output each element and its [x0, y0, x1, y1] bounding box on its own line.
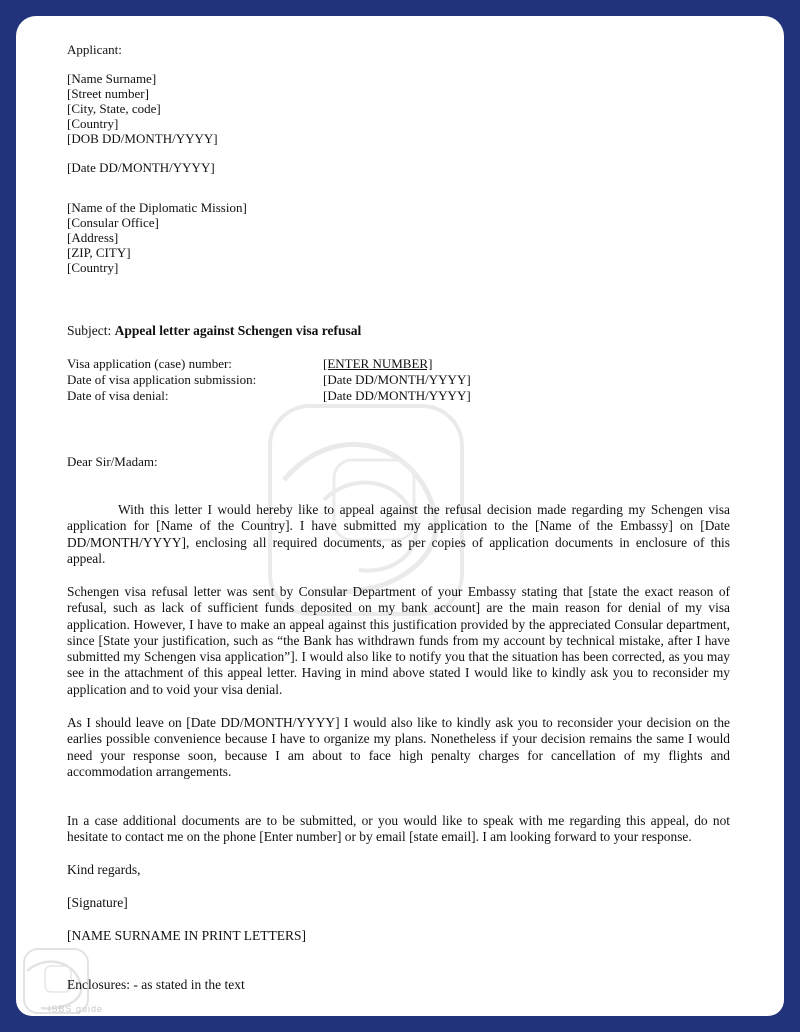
applicant-label: Applicant: — [67, 42, 122, 57]
paragraph-urgency: As I should leave on [Date DD/MONTH/YYYY] I would also like to kindly ask you to reconsider your decision on the earlies possible convenience because I have to organize my plans. Nonetheless if your decision remains the same I would need your response soon, because I am about to face high penalty charges for cancellation of my flights and accommodation arrangements. — [67, 715, 730, 779]
recipient-address-block — [67, 200, 247, 275]
recipient-zip-city: [ZIP, CITY] — [67, 245, 131, 260]
applicant-street: [Street number] — [67, 86, 149, 101]
subject-label: Subject: — [67, 323, 115, 338]
denial-date-label: Date of visa denial: — [67, 388, 169, 403]
case-number-value: [ENTER NUMBER] — [323, 356, 433, 371]
letter-page — [16, 16, 784, 1016]
watermark-text: ISBS guide — [48, 1004, 104, 1014]
denial-date-value: [Date DD/MONTH/YYYY] — [323, 388, 471, 403]
enclosures-note: Enclosures: - as stated in the text — [67, 977, 245, 992]
applicant-address-block — [67, 71, 218, 146]
applicant-name: [Name Surname] — [67, 71, 157, 86]
signature-placeholder: [Signature] — [67, 895, 128, 910]
applicant-country: [Country] — [67, 116, 119, 131]
paragraph-refusal-reason: Schengen visa refusal letter was sent by Consular Department of your Embassy stating that [state the exact reason of refusal, such as lack of sufficient funds deposited on my bank account] are the main reason for denial of my visa application. However, I have to make an appeal against this justification provided by the appreciated Consular department, since [State your justification, such as “the Bank has withdrawn funds from my account by technical mistake, after I have submitted my Schengen visa application”]. I would also like to notify you that the situation has been corrected, as you may see in the attachment of this appeal letter. Having in mind above stated I would like to kindly ask you to reconsider my application and to void your visa denial. — [67, 584, 730, 697]
subject-title: Appeal letter against Schengen visa refusal — [114, 323, 362, 338]
closing-regards: Kind regards, — [67, 862, 141, 877]
paragraph-intro: With this letter I would hereby like to appeal against the refusal decision made regarding my Schengen visa application for [Name of the Country]. I have submitted my application to the [Name of the Embassy] on [Date DD/MONTH/YYYY], enclosing all required documents, as per copies of application documents in enclosure of this appeal. — [67, 502, 730, 566]
recipient-country: [Country] — [67, 260, 119, 275]
paragraph-contact: In a case additional documents are to be submitted, or you would like to speak with me regarding this appeal, do not hesitate to contact me on the phone [Enter number] or by email [state email]. I am looking forward to your response. — [67, 813, 730, 845]
submission-date-value: [Date DD/MONTH/YYYY] — [323, 372, 471, 387]
subject-line — [67, 323, 361, 338]
applicant-city: [City, State, code] — [67, 101, 161, 116]
recipient-office: [Consular Office] — [67, 215, 159, 230]
letter-date: [Date DD/MONTH/YYYY] — [67, 160, 215, 175]
case-number-label: Visa application (case) number: — [67, 356, 232, 371]
salutation: Dear Sir/Madam: — [67, 454, 158, 469]
submission-date-label: Date of visa application submission: — [67, 372, 257, 387]
recipient-mission: [Name of the Diplomatic Mission] — [67, 200, 247, 215]
applicant-dob: [DOB DD/MONTH/YYYY] — [67, 131, 218, 146]
printed-name: [NAME SURNAME IN PRINT LETTERS] — [67, 928, 306, 943]
recipient-address: [Address] — [67, 230, 119, 245]
